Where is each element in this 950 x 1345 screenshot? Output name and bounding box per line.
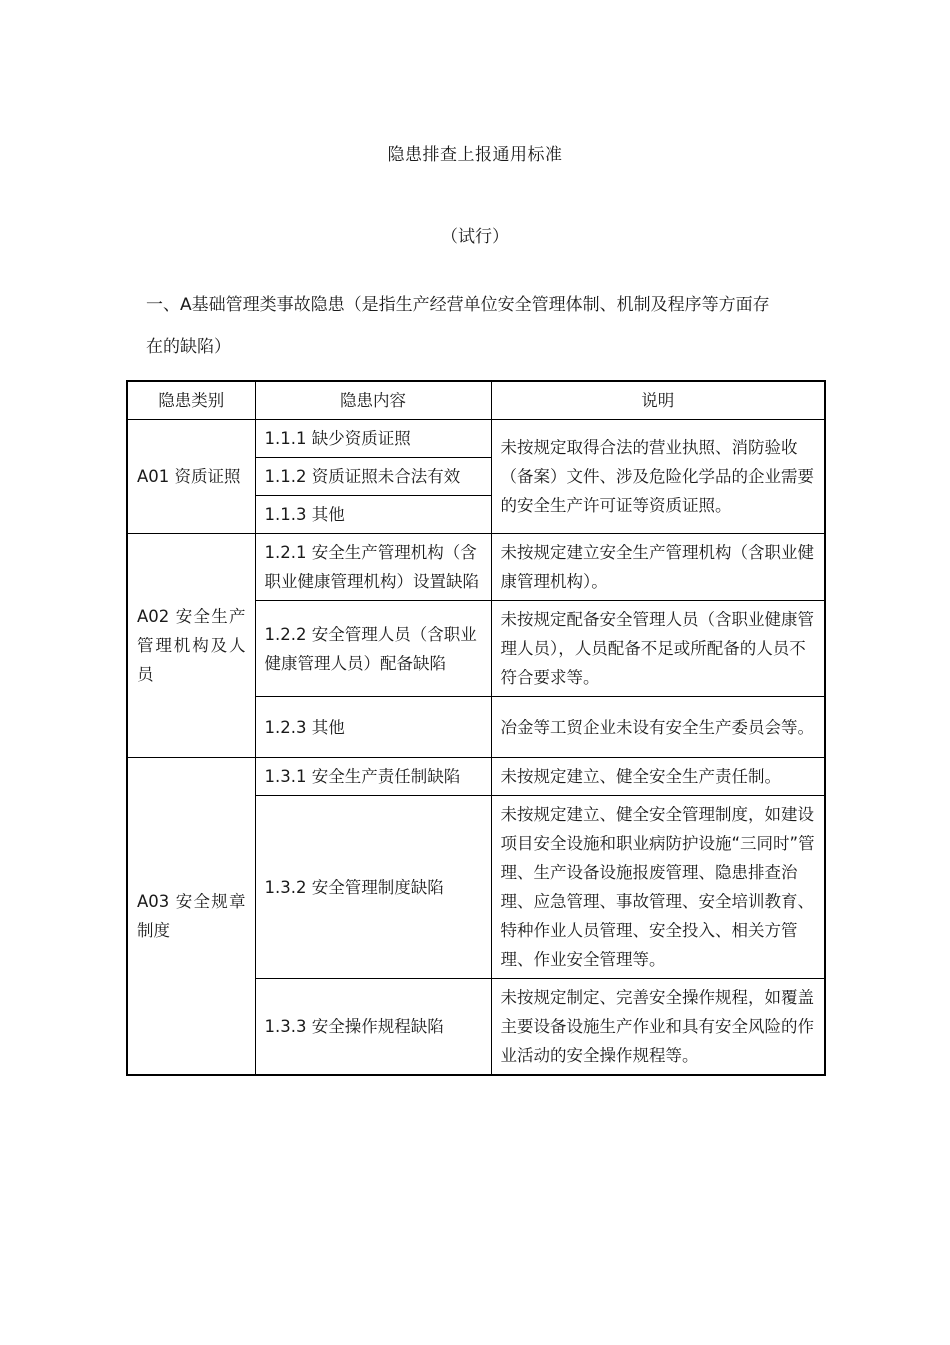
content-cell: 1.1.3 其他: [255, 496, 491, 534]
document-subtitle: （试行）: [441, 227, 509, 247]
category-cell: A03 安全规章制度: [127, 758, 255, 1076]
header-content: 隐患内容: [255, 381, 491, 420]
content-cell: 1.2.2 安全管理人员（含职业健康管理人员）配备缺陷: [255, 601, 491, 697]
description-cell: 未按规定建立、健全安全生产责任制。: [491, 758, 825, 796]
table-row: [127, 420, 825, 458]
description-cell: 未按规定建立、健全安全管理制度，如建设项目安全设施和职业病防护设施“三同时”管理、生产设备设施报废管理、隐患排查治理、应急管理、事故管理、安全培训教育、特种作业人员管理、安全投入、相关方管理、作业安全管理等。: [491, 796, 825, 979]
description-cell: 未按规定取得合法的营业执照、消防验收（备案）文件、涉及危险化学品的企业需要的安全生产许可证等资质证照。: [491, 420, 825, 534]
table-row: [127, 534, 825, 601]
header-description: 说明: [491, 381, 825, 420]
content-cell: 1.2.3 其他: [255, 697, 491, 758]
description-cell: 未按规定建立安全生产管理机构（含职业健康管理机构）。: [491, 534, 825, 601]
category-cell: A01 资质证照: [127, 420, 255, 534]
header-category: 隐患类别: [127, 381, 255, 420]
description-cell: 冶金等工贸企业未设有安全生产委员会等。: [491, 697, 825, 758]
content-cell: 1.1.1 缺少资质证照: [255, 420, 491, 458]
description-cell: 未按规定配备安全管理人员（含职业健康管理人员），人员配备不足或所配备的人员不符合要求等。: [491, 601, 825, 697]
content-cell: 1.3.3 安全操作规程缺陷: [255, 979, 491, 1076]
table-header-row: [127, 381, 825, 420]
hazard-standard-table: [126, 380, 826, 1076]
content-cell: 1.3.1 安全生产责任制缺陷: [255, 758, 491, 796]
document-title: 隐患排查上报通用标准: [387, 145, 563, 165]
content-cell: 1.1.2 资质证照未合法有效: [255, 458, 491, 496]
table-row: [127, 758, 825, 796]
content-cell: 1.3.2 安全管理制度缺陷: [255, 796, 491, 979]
content-cell: 1.2.1 安全生产管理机构（含职业健康管理机构）设置缺陷: [255, 534, 491, 601]
category-cell: A02 安全生产管理机构及人员: [127, 534, 255, 758]
section-heading: 一、A基础管理类事故隐患（是指生产经营单位安全管理体制、机制及程序等方面存在的缺陷）: [146, 295, 770, 357]
description-cell: 未按规定制定、完善安全操作规程，如覆盖主要设备设施生产作业和具有安全风险的作业活动的安全操作规程等。: [491, 979, 825, 1076]
